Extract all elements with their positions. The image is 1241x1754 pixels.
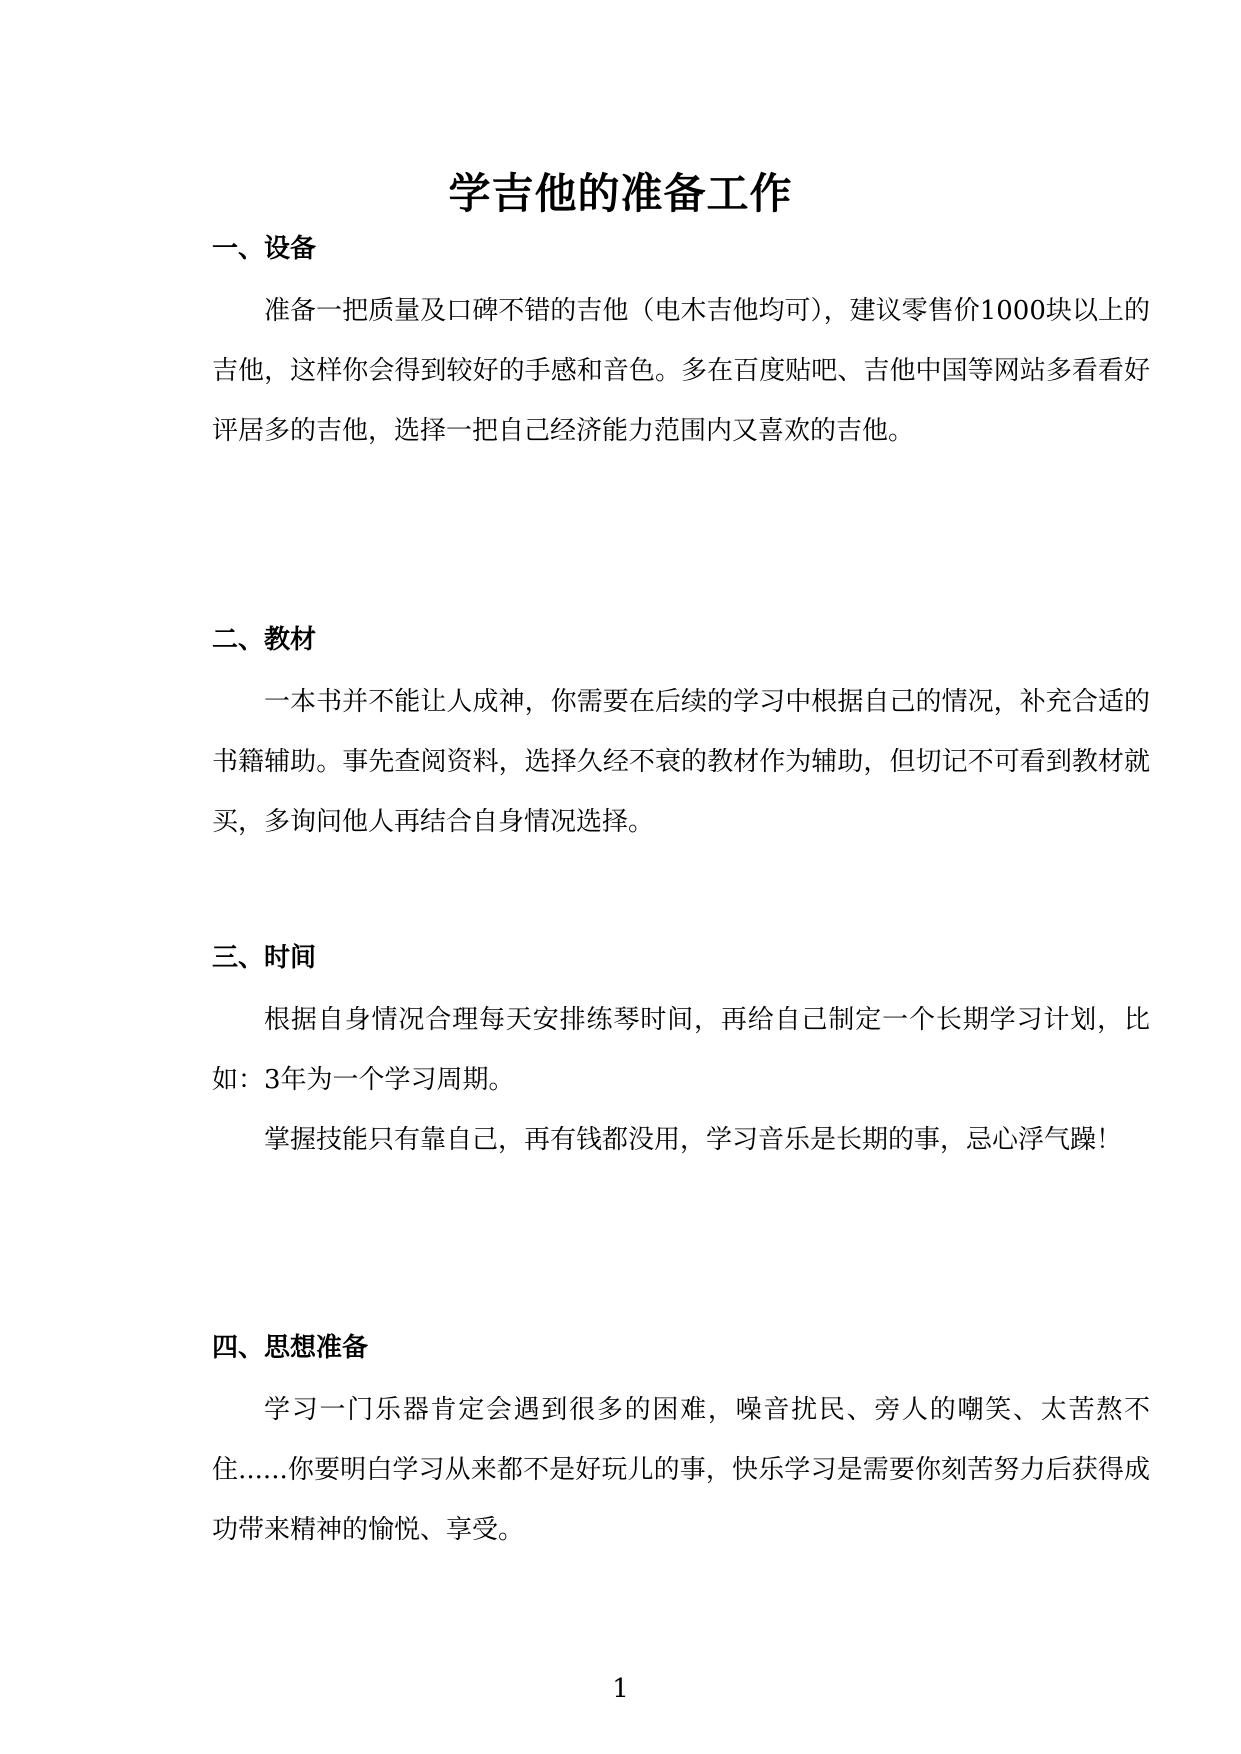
paragraph-equipment: 准备一把质量及口碑不错的吉他（电木吉他均可），建议零售价1000块以上的吉他，这样你会得到较好的手感和音色。多在百度贴吧、吉他中国等网站多看看好评居多的吉他，选择一把自己经济能力范围内又喜欢的吉他。 [212,296,1150,446]
page-number: 1 [612,1674,629,1704]
paragraph-time-mindset: 掌握技能只有靠自己，再有钱都没用，学习音乐是长期的事，忌心浮气躁！ [264,1125,1123,1155]
paragraph-textbook: 一本书并不能让人成神，你需要在后续的学习中根据自己的情况，补充合适的书籍辅助。事先查阅资料，选择久经不衰的教材作为辅助，但切记不可看到教材就买，多询问他人再结合自身情况选择。 [212,687,1150,837]
section-textbook [212,620,1150,852]
section-heading-time: 三、时间 [212,943,317,973]
paragraph-time-plan: 根据自身情况合理每天安排练琴时间，再给自己制定一个长期学习计划，比如：3年为一个学习周期。 [212,1005,1150,1095]
section-time [212,938,1150,1170]
section-heading-mental-preparation: 四、思想准备 [212,1333,369,1363]
document-title: 学吉他的准备工作 [448,169,793,219]
section-mental-preparation [212,1328,1150,1560]
section-heading-textbook: 二、教材 [212,625,317,655]
paragraph-mental-preparation: 学习一门乐器肯定会遇到很多的困难，噪音扰民、旁人的嘲笑、太苦熬不住......你要明白学习从来都不是好玩儿的事，快乐学习是需要你刻苦努力后获得成功带来精神的愉悦、享受。 [212,1395,1150,1545]
section-equipment [212,229,1150,461]
section-heading-equipment: 一、设备 [212,234,317,264]
